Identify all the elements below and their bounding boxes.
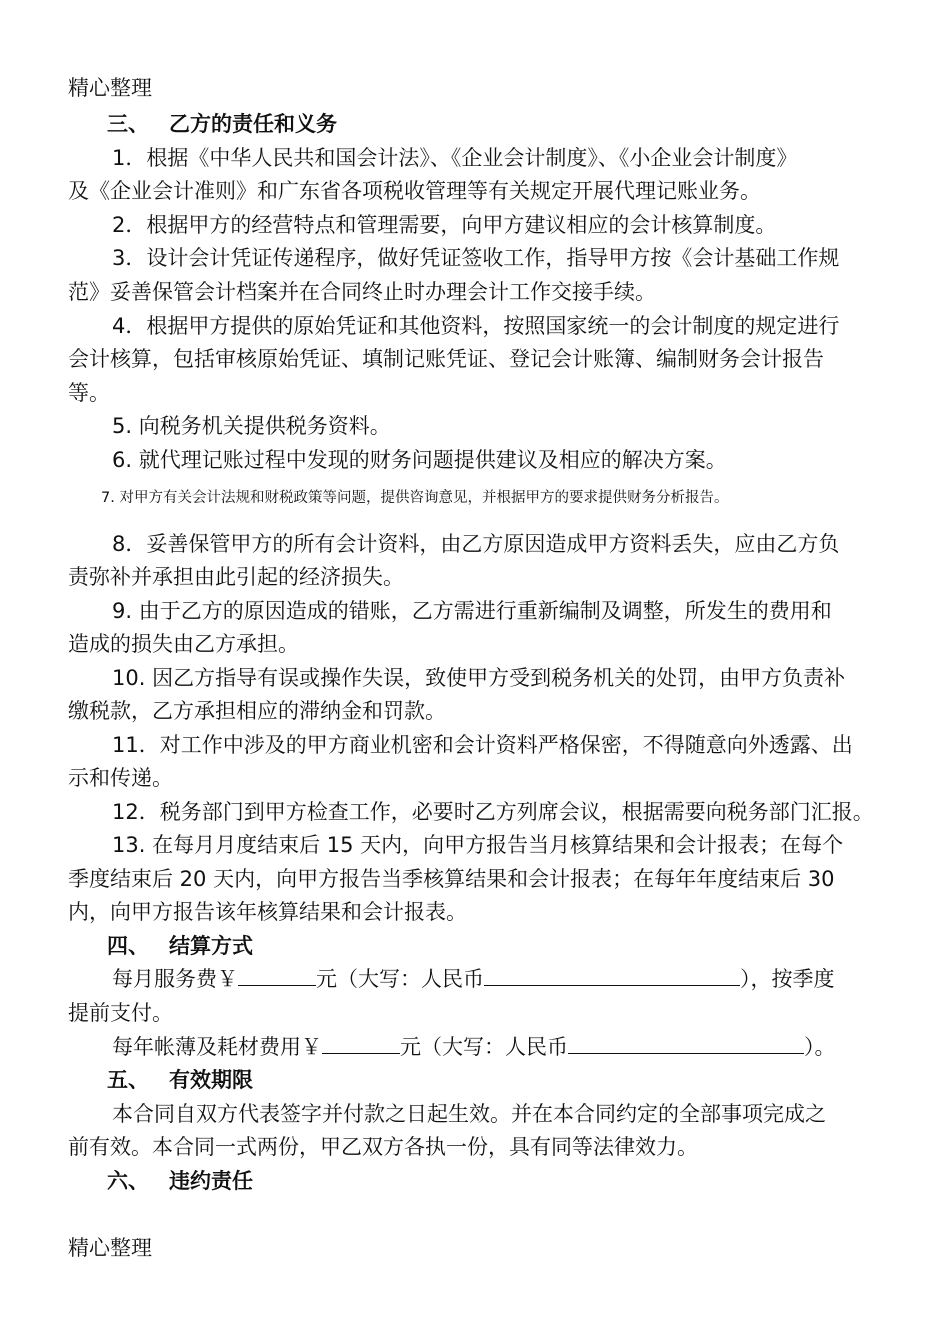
section-heading-4: [107, 932, 253, 960]
section-title: 乙方的责任和义务: [169, 112, 337, 136]
clause-line: 9. 由于乙方的原因造成的错账，乙方需进行重新编制及调整，所发生的费用和: [112, 599, 832, 623]
monthly-fee-amount-blank[interactable]: [238, 965, 316, 986]
clause-line: 8．妥善保管甲方的所有会计资料，由乙方原因造成甲方资料丢失，应由乙方负: [112, 532, 840, 556]
clause-line: 季度结束后 20 天内，向甲方报告当季核算结果和会计报表；在每年年度结束后 30: [68, 867, 835, 891]
section-number: 五、: [107, 1068, 149, 1092]
monthly-fee-label: 每月服务费￥: [112, 967, 238, 991]
annual-fee-label: 每年帐薄及耗材费用￥: [112, 1035, 322, 1059]
clause-line: 及《企业会计准则》和广东省各项税收管理等有关规定开展代理记账业务。: [68, 179, 761, 203]
section-title: 违约责任: [169, 1169, 253, 1193]
clause-line-small: 7. 对甲方有关会计法规和财税政策等问题，提供咨询意见，并根据甲方的要求提供财务分析报告。: [101, 490, 729, 506]
clause-line: 示和传递。: [68, 766, 173, 790]
section-title: 结算方式: [169, 934, 253, 958]
clause-line: 2．根据甲方的经营特点和管理需要，向甲方建议相应的会计核算制度。: [112, 213, 777, 237]
monthly-fee-line: [112, 965, 835, 993]
annual-fee-words-blank[interactable]: [568, 1033, 804, 1054]
section-heading-3: [107, 110, 337, 138]
clause-line: 等。: [68, 381, 110, 405]
annual-fee-words-label: 元（大写：人民币: [400, 1035, 568, 1059]
clause-line: 4．根据甲方提供的原始凭证和其他资料，按照国家统一的会计制度的规定进行: [112, 314, 840, 338]
clause-line: 造成的损失由乙方承担。: [68, 632, 299, 656]
annual-fee-end: ）。: [804, 1035, 836, 1059]
page-footer: 精心整理: [68, 1236, 152, 1260]
section-number: 六、: [107, 1169, 149, 1193]
annual-fee-line: [112, 1033, 836, 1061]
clause-line: 3．设计会计凭证传递程序，做好凭证签收工作，指导甲方按《会计基础工作规: [112, 246, 840, 270]
section-heading-5: [107, 1066, 253, 1094]
clause-line: 范》妥善保管会计档案并在合同终止时办理会计工作交接手续。: [68, 280, 656, 304]
clause-line: 提前支付。: [68, 1001, 173, 1025]
annual-fee-amount-blank[interactable]: [322, 1033, 400, 1054]
monthly-fee-words-label: 元（大写：人民币: [316, 967, 484, 991]
clause-line: 12．税务部门到甲方检查工作，必要时乙方列席会议，根据需要向税务部门汇报。: [112, 800, 874, 824]
clause-line: 5. 向税务机关提供税务资料。: [112, 414, 391, 438]
clause-line: 责弥补并承担由此引起的经济损失。: [68, 565, 404, 589]
clause-line: 缴税款，乙方承担相应的滞纳金和罚款。: [68, 699, 446, 723]
clause-line: 内，向甲方报告该年核算结果和会计报表。: [68, 900, 467, 924]
monthly-fee-terms: ），按季度: [740, 967, 835, 991]
clause-line: 6. 就代理记账过程中发现的财务问题提供建议及相应的解决方案。: [112, 448, 727, 472]
clause-line: 10. 因乙方指导有误或操作失误，致使甲方受到税务机关的处罚，由甲方负责补: [112, 666, 846, 690]
section-title: 有效期限: [169, 1068, 253, 1092]
section-number: 三、: [107, 112, 149, 136]
clause-line: 前有效。本合同一式两份，甲乙双方各执一份，具有同等法律效力。: [68, 1135, 698, 1159]
page-header: 精心整理: [68, 76, 152, 100]
section-number: 四、: [107, 934, 149, 958]
monthly-fee-words-blank[interactable]: [484, 965, 740, 986]
clause-line: 会计核算，包括审核原始凭证、填制记账凭证、登记会计账簿、编制财务会计报告: [68, 347, 824, 371]
clause-line: 11．对工作中涉及的甲方商业机密和会计资料严格保密，不得随意向外透露、出: [112, 733, 853, 757]
section-heading-6: [107, 1167, 253, 1195]
clause-line: 本合同自双方代表签字并付款之日起生效。并在本合同约定的全部事项完成之: [112, 1102, 826, 1126]
clause-line: 13. 在每月月度结束后 15 天内，向甲方报告当月核算结果和会计报表；在每个: [112, 833, 844, 857]
clause-line: 1．根据《中华人民共和国会计法》、《企业会计制度》、《小企业会计制度》: [112, 146, 798, 170]
